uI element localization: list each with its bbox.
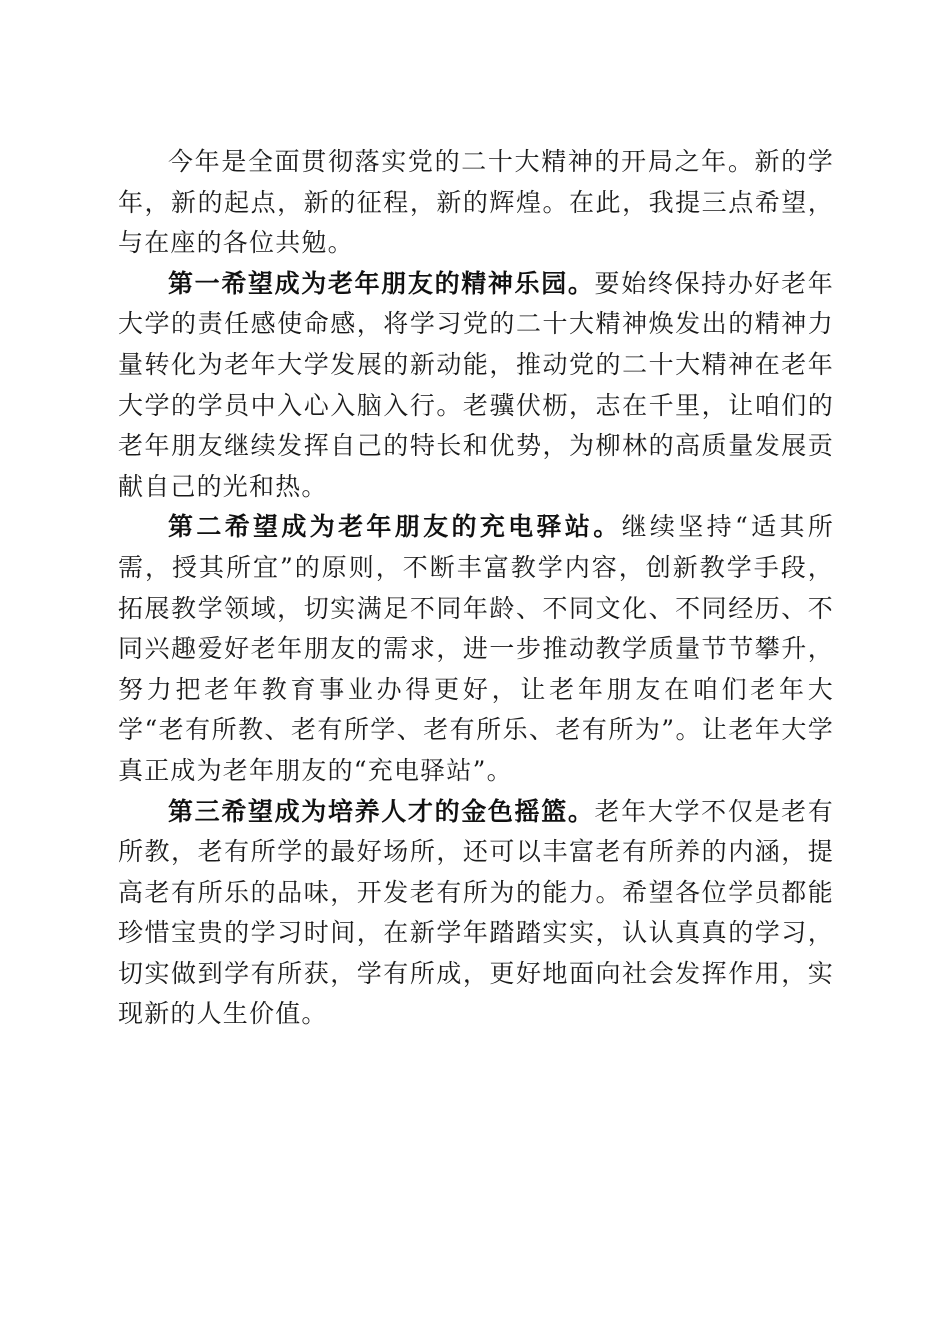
paragraph-text: 老年大学不仅是老有所教，老有所学的最好场所，还可以丰富老有所养的内涵，提高老有所乐的品味，开发老有所为的能力。希望各位学员都能珍惜宝贵的学习时间，在新学年踏踏实实，认认真真的学习，切实做到学有所获，学有所成，更好地面向社会发挥作用，实现新的人生价值。 [118, 796, 834, 1029]
paragraph-text: 今年是全面贯彻落实党的二十大精神的开局之年。新的学年，新的起点，新的征程，新的辉煌。在此，我提三点希望，与在座的各位共勉。 [118, 147, 834, 258]
paragraph-hope-one [118, 264, 834, 508]
paragraph-hope-three [118, 792, 834, 1036]
paragraph-text: 继续坚持“适其所需，授其所宜”的原则，不断丰富教学内容，创新教学手段，拓展教学领域，切实满足不同年龄、不同文化、不同经历、不同兴趣爱好老年朋友的需求，进一步推动教学质量节节攀升，努力把老年教育事业办得更好，让老年朋友在咱们老年大学“老有所教、老有所学、老有所乐、老有所为”。让老年大学真正成为老年朋友的“充电驿站”。 [118, 512, 834, 785]
document-body [118, 142, 834, 1035]
paragraph-lead: 第一希望成为老年朋友的精神乐园。 [168, 268, 595, 298]
paragraph-text: 要始终保持办好老年大学的责任感使命感，将学习党的二十大精神焕发出的精神力量转化为老年大学发展的新动能，推动党的二十大精神在老年大学的学员中入心入脑入行。老骥伏枥，志在千里，让咱们的老年朋友继续发挥自己的特长和优势，为柳林的高质量发展贡献自己的光和热。 [118, 268, 834, 501]
paragraph-lead: 第三希望成为培养人才的金色摇篮。 [168, 796, 595, 826]
paragraph-hope-two [118, 507, 834, 791]
paragraph-intro [118, 142, 834, 264]
paragraph-lead: 第二希望成为老年朋友的充电驿站。 [168, 512, 622, 542]
